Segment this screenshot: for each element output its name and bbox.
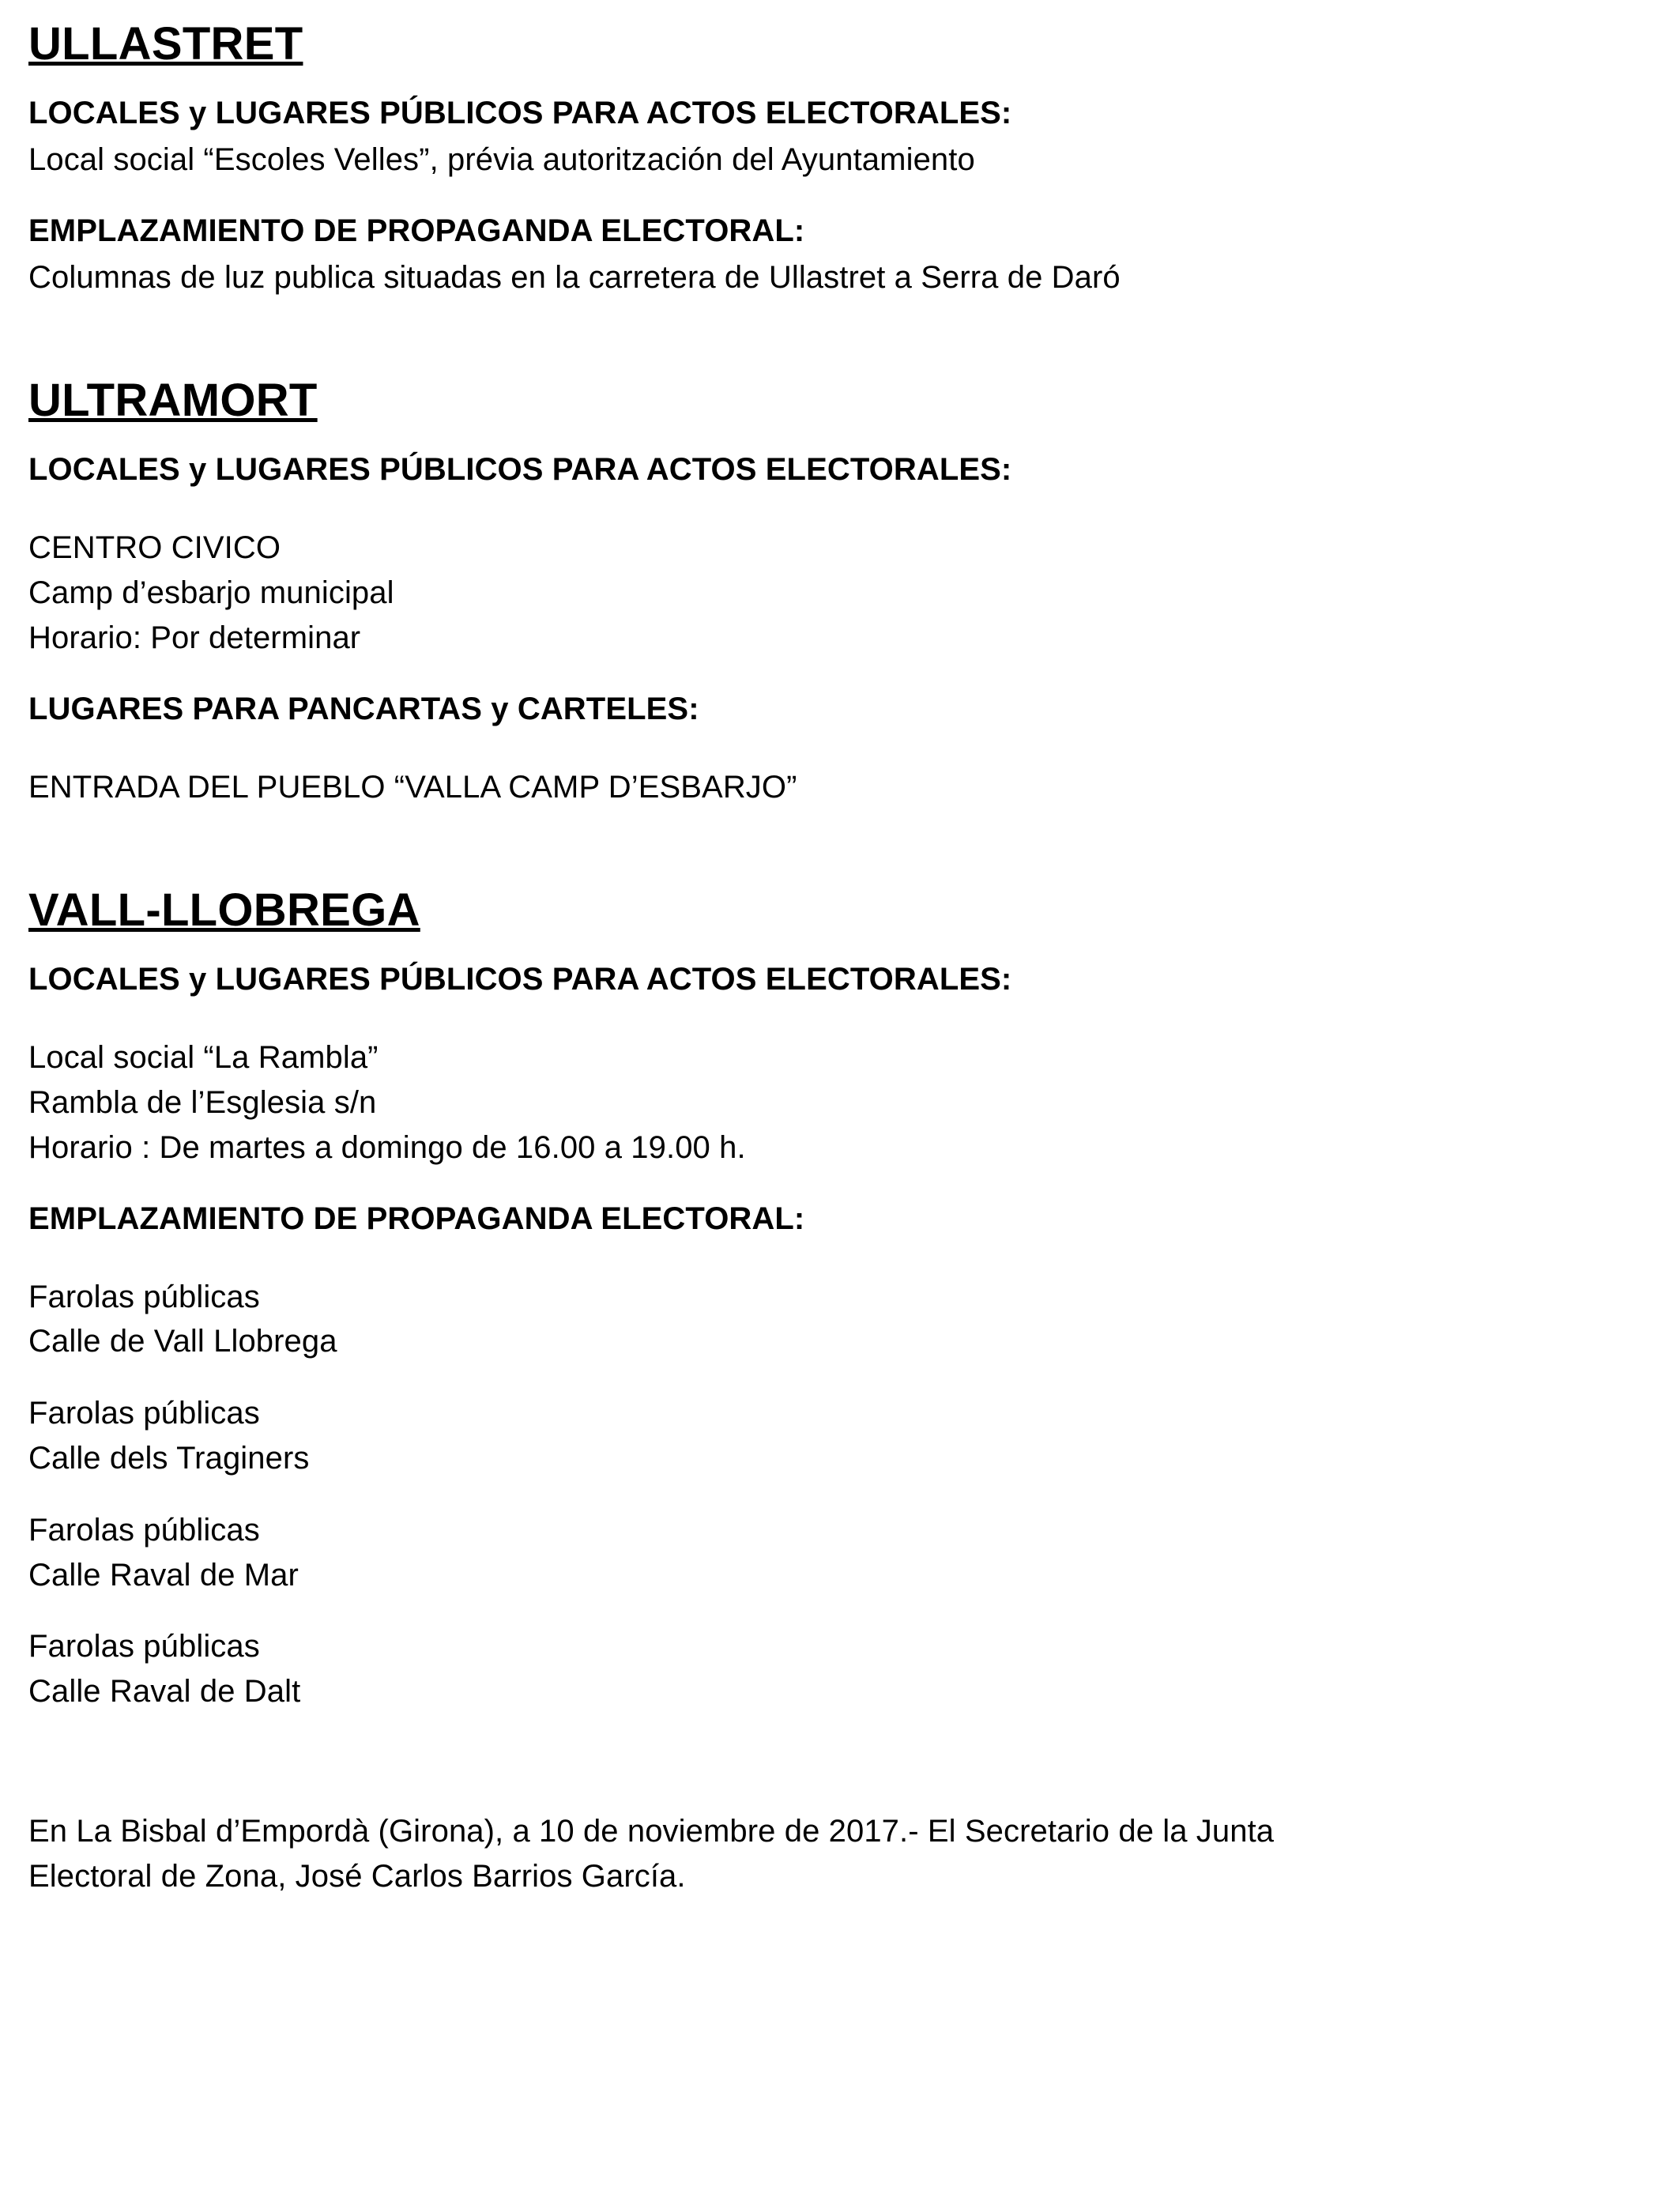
location-group: [28, 1275, 1561, 1365]
municipality-section-ullastret: [28, 19, 1561, 300]
spacer: [28, 183, 1561, 209]
spacer: [28, 1481, 1561, 1508]
section-line: Calle dels Traginers: [28, 1440, 310, 1476]
spacer: [28, 300, 1561, 375]
footer-line-1: En La Bisbal d’Empordà (Girona), a 10 de noviembre de 2017.- El Secretario de la Junta: [28, 1813, 1275, 1849]
spacer: [28, 1597, 1561, 1624]
section-line: Camp d’esbarjo municipal: [28, 575, 394, 610]
spacer: [28, 1364, 1561, 1391]
section-line: Columnas de luz publica situadas en la carretera de Ullastret a Serra de Daró: [28, 259, 1121, 295]
section-pancartas-ultramort: [28, 688, 1561, 810]
section-line: CENTRO CIVICO: [28, 530, 281, 566]
spacer: [28, 809, 1561, 885]
municipality-section-ultramort: [28, 375, 1561, 809]
section-emplazamiento-vall-llobrega: [28, 1197, 1561, 1714]
section-line: Horario: Por determinar: [28, 620, 361, 655]
section-line: Farolas públicas: [28, 1629, 260, 1664]
section-line: Local social “La Rambla”: [28, 1040, 379, 1076]
section-heading: LOCALES y LUGARES PÚBLICOS PARA ACTOS ELECTORALES:: [28, 962, 1012, 997]
section-line: Farolas públicas: [28, 1512, 260, 1547]
footer-line-2: Electoral de Zona, José Carlos Barrios García.: [28, 1858, 686, 1894]
municipality-title: VALL-LLOBREGA: [28, 884, 420, 937]
municipality-title: ULLASTRET: [28, 18, 303, 70]
section-line: Rambla de l’Esglesia s/n: [28, 1084, 377, 1120]
section-emplazamiento-ullastret: [28, 209, 1561, 300]
location-group: [28, 1391, 1561, 1481]
section-line: Horario : De martes a domingo de 16.00 a 19.00 h.: [28, 1129, 746, 1165]
section-heading: LOCALES y LUGARES PÚBLICOS PARA ACTOS ELECTORALES:: [28, 452, 1012, 488]
section-heading: EMPLAZAMIENTO DE PROPAGANDA ELECTORAL:: [28, 1201, 805, 1236]
municipality-section-vall-llobrega: [28, 885, 1561, 1714]
section-line: Calle Raval de Mar: [28, 1557, 299, 1593]
section-line: Calle de Vall Llobrega: [28, 1324, 337, 1359]
section-heading: LUGARES PARA PANCARTAS y CARTELES:: [28, 691, 699, 726]
spacer: [28, 1171, 1561, 1197]
section-line: Farolas públicas: [28, 1279, 260, 1314]
section-locales-ullastret: [28, 92, 1561, 183]
section-heading: LOCALES y LUGARES PÚBLICOS PARA ACTOS ELECTORALES:: [28, 95, 1012, 130]
municipality-title: ULTRAMORT: [28, 375, 318, 427]
section-locales-vall-llobrega: [28, 958, 1561, 1170]
section-heading: EMPLAZAMIENTO DE PROPAGANDA ELECTORAL:: [28, 213, 805, 248]
document-footer: [28, 1809, 1561, 1899]
location-group: [28, 1624, 1561, 1714]
spacer: [28, 661, 1561, 688]
section-line: Local social “Escoles Velles”, prévia autoritzación del Ayuntamiento: [28, 141, 975, 177]
section-line: Farolas públicas: [28, 1396, 260, 1431]
section-line: ENTRADA DEL PUEBLO “VALLA CAMP D’ESBARJO”: [28, 769, 797, 805]
section-locales-ultramort: [28, 448, 1561, 660]
location-group: [28, 1508, 1561, 1598]
section-line: Calle Raval de Dalt: [28, 1674, 301, 1710]
